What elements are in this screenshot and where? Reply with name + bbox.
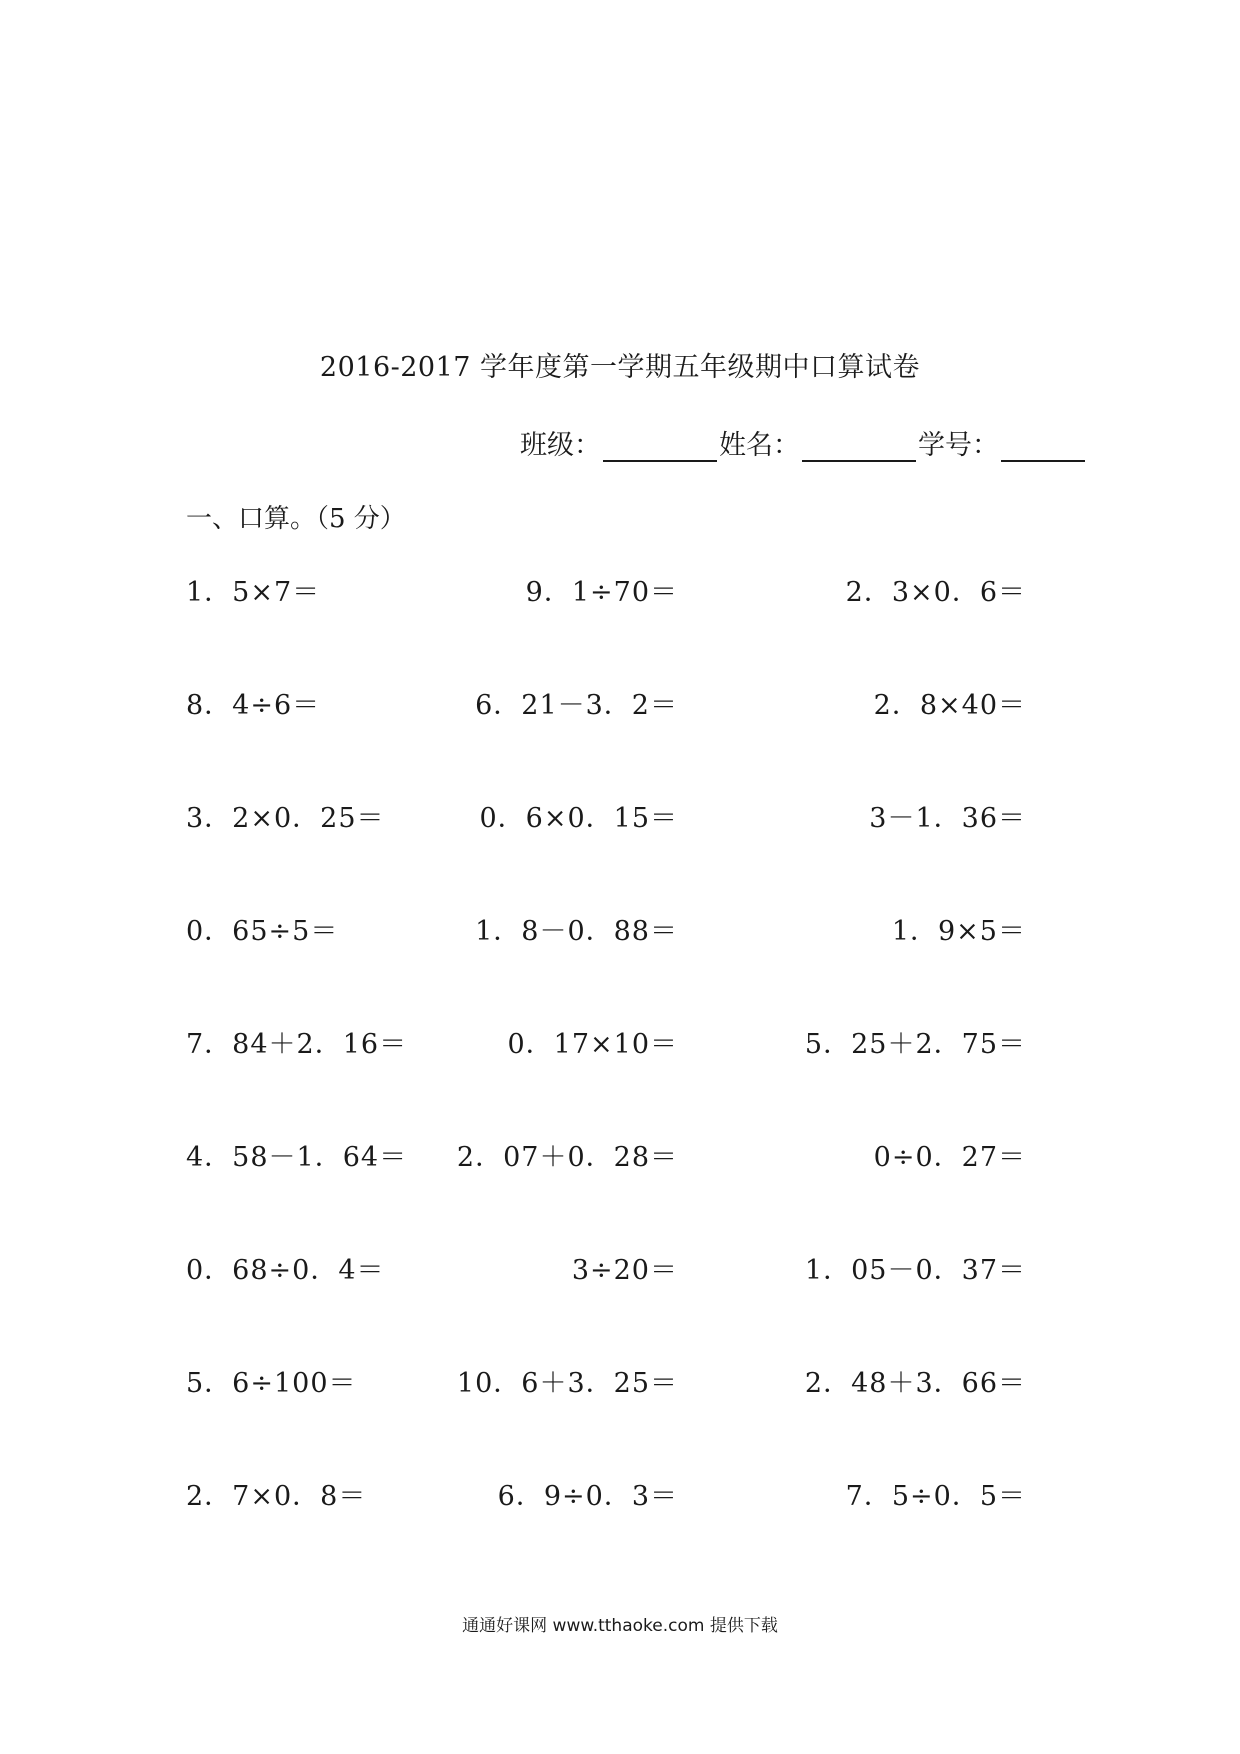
problem-4-1: 0．65÷5＝ [186,916,339,947]
problem-5-3: 5．25＋2．75＝ [804,1029,1026,1060]
problem-1-1: 1．5×7＝ [186,577,321,608]
problem-4-3: 1．9×5＝ [891,916,1026,947]
problem-8-2: 10．6＋3．25＝ [456,1368,678,1399]
footer-credit: 通通好课网 www.tthaoke.com 提供下载 [462,1616,778,1636]
student-number-blank[interactable] [1001,432,1085,462]
section-heading: 一、口算。（5 分） [186,504,406,534]
problem-6-2: 2．07＋0．28＝ [456,1142,678,1173]
name-label: 姓名： [719,430,800,461]
problem-9-2: 6．9÷0．3＝ [497,1481,678,1512]
student-number-label: 学号： [918,430,999,461]
problem-3-2: 0．6×0．15＝ [479,803,678,834]
problem-9-1: 2．7×0．8＝ [186,1481,367,1512]
problem-9-3: 7．5÷0．5＝ [845,1481,1026,1512]
problem-7-1: 0．68÷0．4＝ [186,1255,385,1286]
problem-2-3: 2．8×40＝ [873,690,1026,721]
problem-6-1: 4．58－1．64＝ [186,1142,408,1173]
problem-7-3: 1．05－0．37＝ [804,1255,1026,1286]
problem-5-1: 7．84＋2．16＝ [186,1029,408,1060]
class-blank[interactable] [603,432,717,462]
problem-8-3: 2．48＋3．66＝ [804,1368,1026,1399]
exam-title: 2016-2017 学年度第一学期五年级期中口算试卷 [319,352,921,383]
problem-8-1: 5．6÷100＝ [186,1368,357,1399]
problem-3-3: 3－1．36＝ [869,803,1026,834]
problem-7-2: 3÷20＝ [571,1255,678,1286]
problem-2-1: 8．4÷6＝ [186,690,321,721]
problem-6-3: 0÷0．27＝ [873,1142,1026,1173]
class-label: 班级： [520,430,601,461]
problem-5-2: 0．17×10＝ [507,1029,678,1060]
student-info-line [520,423,1087,462]
name-blank[interactable] [802,432,916,462]
problem-3-1: 3．2×0．25＝ [186,803,385,834]
problem-2-2: 6．21－3．2＝ [475,690,678,721]
problem-4-2: 1．8－0．88＝ [475,916,678,947]
problem-1-2: 9．1÷70＝ [525,577,678,608]
problem-1-3: 2．3×0．6＝ [845,577,1026,608]
